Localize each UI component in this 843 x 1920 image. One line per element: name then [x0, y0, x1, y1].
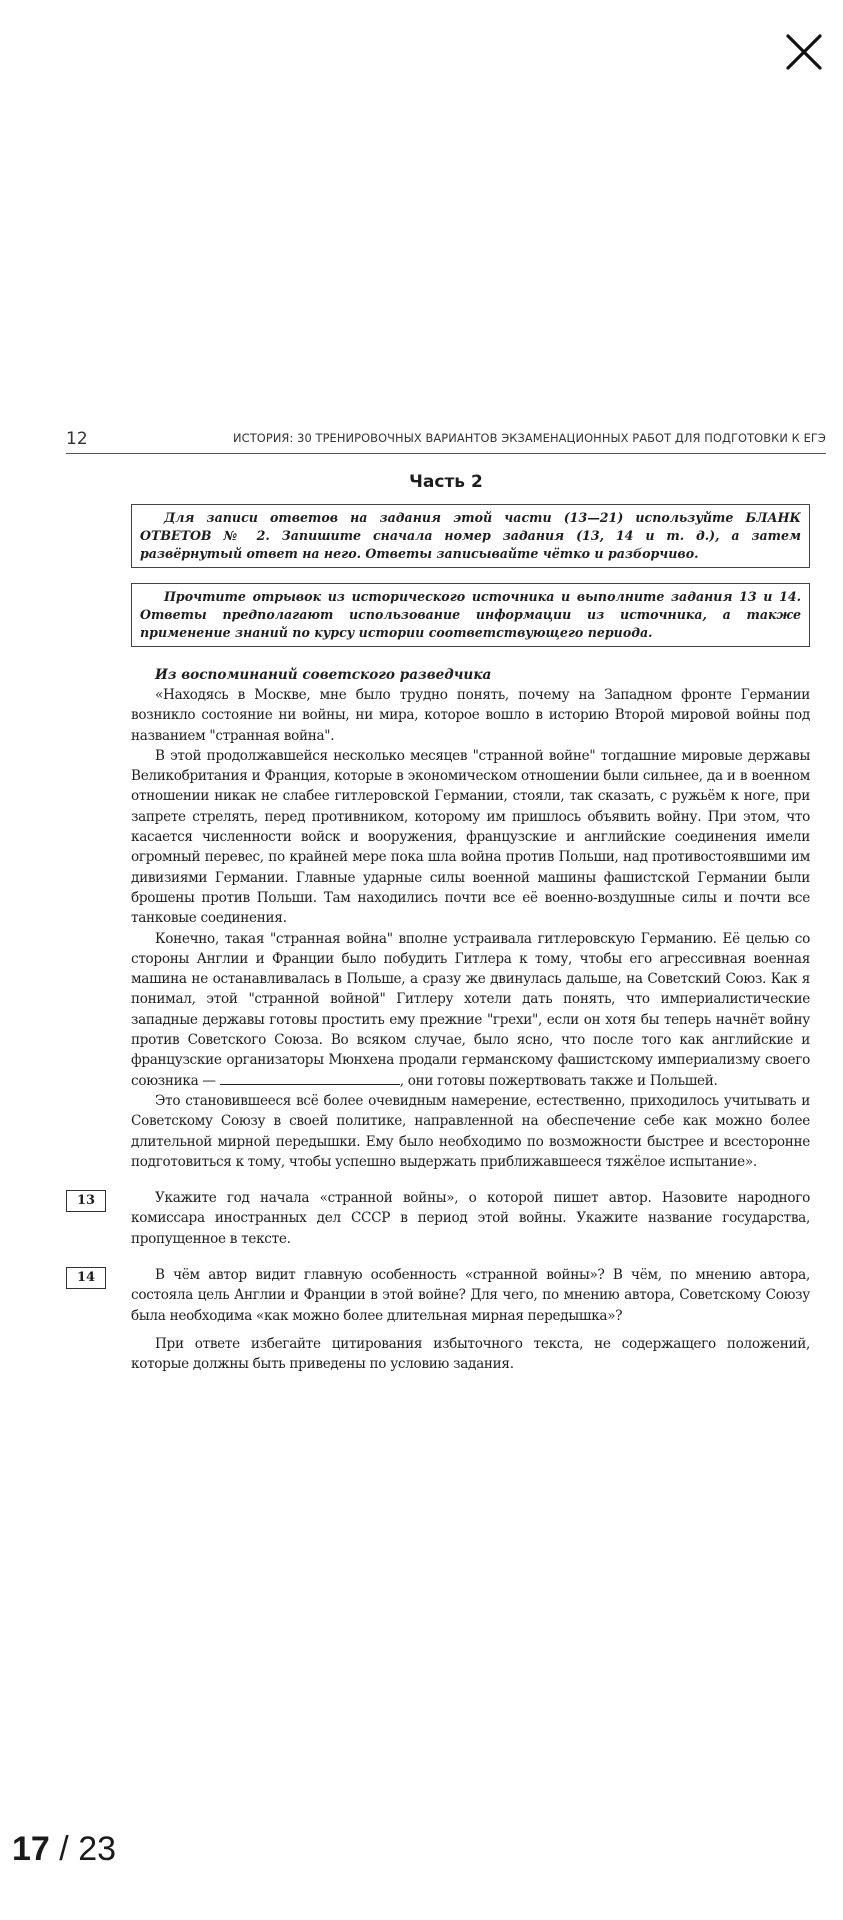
task-text: В чём автор видит главную особенность «странной войны»? В чём, по мнению автора, состояла цель Англии и Франции в этой войне? Для чего, по мнению автора, Советскому Союзу была необходима «как можно более длительная мирная передышка»?: [131, 1267, 810, 1324]
total-pages: 23: [78, 1830, 117, 1868]
instruction-box-answers: Для записи ответов на задания этой части (13—21) используйте БЛАНК ОТВЕТОВ № 2. Запишите сначала номер задания (13, 14 и т. д.), а затем развёрнутый ответ на него. Ответы записывайте чётко и разборчиво.: [131, 504, 810, 568]
source-paragraph: В этой продолжавшейся несколько месяцев "странной войне" тогдашние мировые державы Великобритания и Франция, которые в экономическом отношении были сильнее, да и в военном отношении никак не слабее гитлеровской Германии, стояли, так сказать, с ружьём к ноге, при запрете стрелять, перед противником, которому им пришлось объявить войну. При этом, что касается численности войск и вооружения, французские и английские соединения имели огромный перевес, по крайней мере пока шла война против Польши, над противостоявшими им дивизиями Германии. Главные ударные силы военной машины фашистской Германии были брошены против Польши. Там находились почти все её военно-воздушные силы и почти все танковые соединения.: [131, 747, 810, 927]
answer-blank: [220, 1072, 400, 1085]
task-14: [66, 1265, 826, 1326]
running-header: [66, 427, 826, 454]
close-button[interactable]: [780, 28, 828, 76]
task-number-box: 14: [66, 1267, 106, 1289]
page-separator: /: [59, 1830, 69, 1868]
book-title: ИСТОРИЯ: 30 ТРЕНИРОВОЧНЫХ ВАРИАНТОВ ЭКЗАМЕНАЦИОННЫХ РАБОТ ДЛЯ ПОДГОТОВКИ К ЕГЭ: [233, 431, 826, 445]
task-13: [66, 1188, 826, 1249]
current-page: 17: [12, 1830, 50, 1868]
source-paragraph: [131, 929, 810, 1091]
source-paragraph: Это становившееся всё более очевидным намерение, естественно, приходилось учитывать и Советскому Союзу в своей политике, направленной на обеспечение себе как можно более длительной мирной передышки. Ему было необходимо по возможности быстрее и всесторонне подготовиться к тому, чтобы успешно выдержать приближавшееся тяжёлое испытание».: [131, 1092, 810, 1170]
source-title: Из воспоминаний советского разведчика: [155, 667, 492, 683]
instruction-box-source: Прочтите отрывок из исторического источника и выполните задания 13 и 14. Ответы предполагают использование информации из источника, а также применение знаний по курсу истории соответствующего периода.: [131, 583, 810, 647]
page-number: 12: [66, 429, 88, 449]
paragraph-text: Конечно, такая "странная война" вполне устраивала гитлеровскую Германию. Её целью со стороны Англии и Франции было побудить Гитлера к тому, чтобы его агрессивная военная машина не останавливалась в Польше, а сразу же двинулась дальше, на Советский Союз. Как я понимал, этой "странной войной" Гитлеру хотели дать понять, что империалистические западные державы готовы простить ему прежние "грехи", если он хотя бы теперь начнёт войну против Советского Союза. Во всяком случае, было ясно, что после того как английские и французские организаторы Мюнхена продали германскому фашистскому империализму своего союзника —: [131, 930, 810, 1089]
document-page: [66, 427, 826, 1375]
source-paragraph: «Находясь в Москве, мне было трудно понять, почему на Западном фронте Германии возникло состояние ни войны, ни мира, которое вошло в историю Второй мировой войны под названием "странная война".: [131, 687, 810, 744]
paragraph-text: , они готовы пожертвовать также и Польшей.: [399, 1072, 718, 1089]
task-text: Укажите год начала «странной войны», о которой пишет автор. Назовите народного комиссара иностранных дел СССР в период этой войны. Укажите название государства, пропущенное в тексте.: [131, 1190, 810, 1247]
page-indicator: [12, 1830, 116, 1869]
source-excerpt: [131, 665, 810, 1172]
closing-note: При ответе избегайте цитирования избыточного текста, не содержащего положений, которые должны быть приведены по условию задания.: [131, 1335, 810, 1373]
close-icon: [780, 28, 828, 76]
part-title: Часть 2: [409, 472, 483, 492]
task-number-box: 13: [66, 1190, 106, 1212]
